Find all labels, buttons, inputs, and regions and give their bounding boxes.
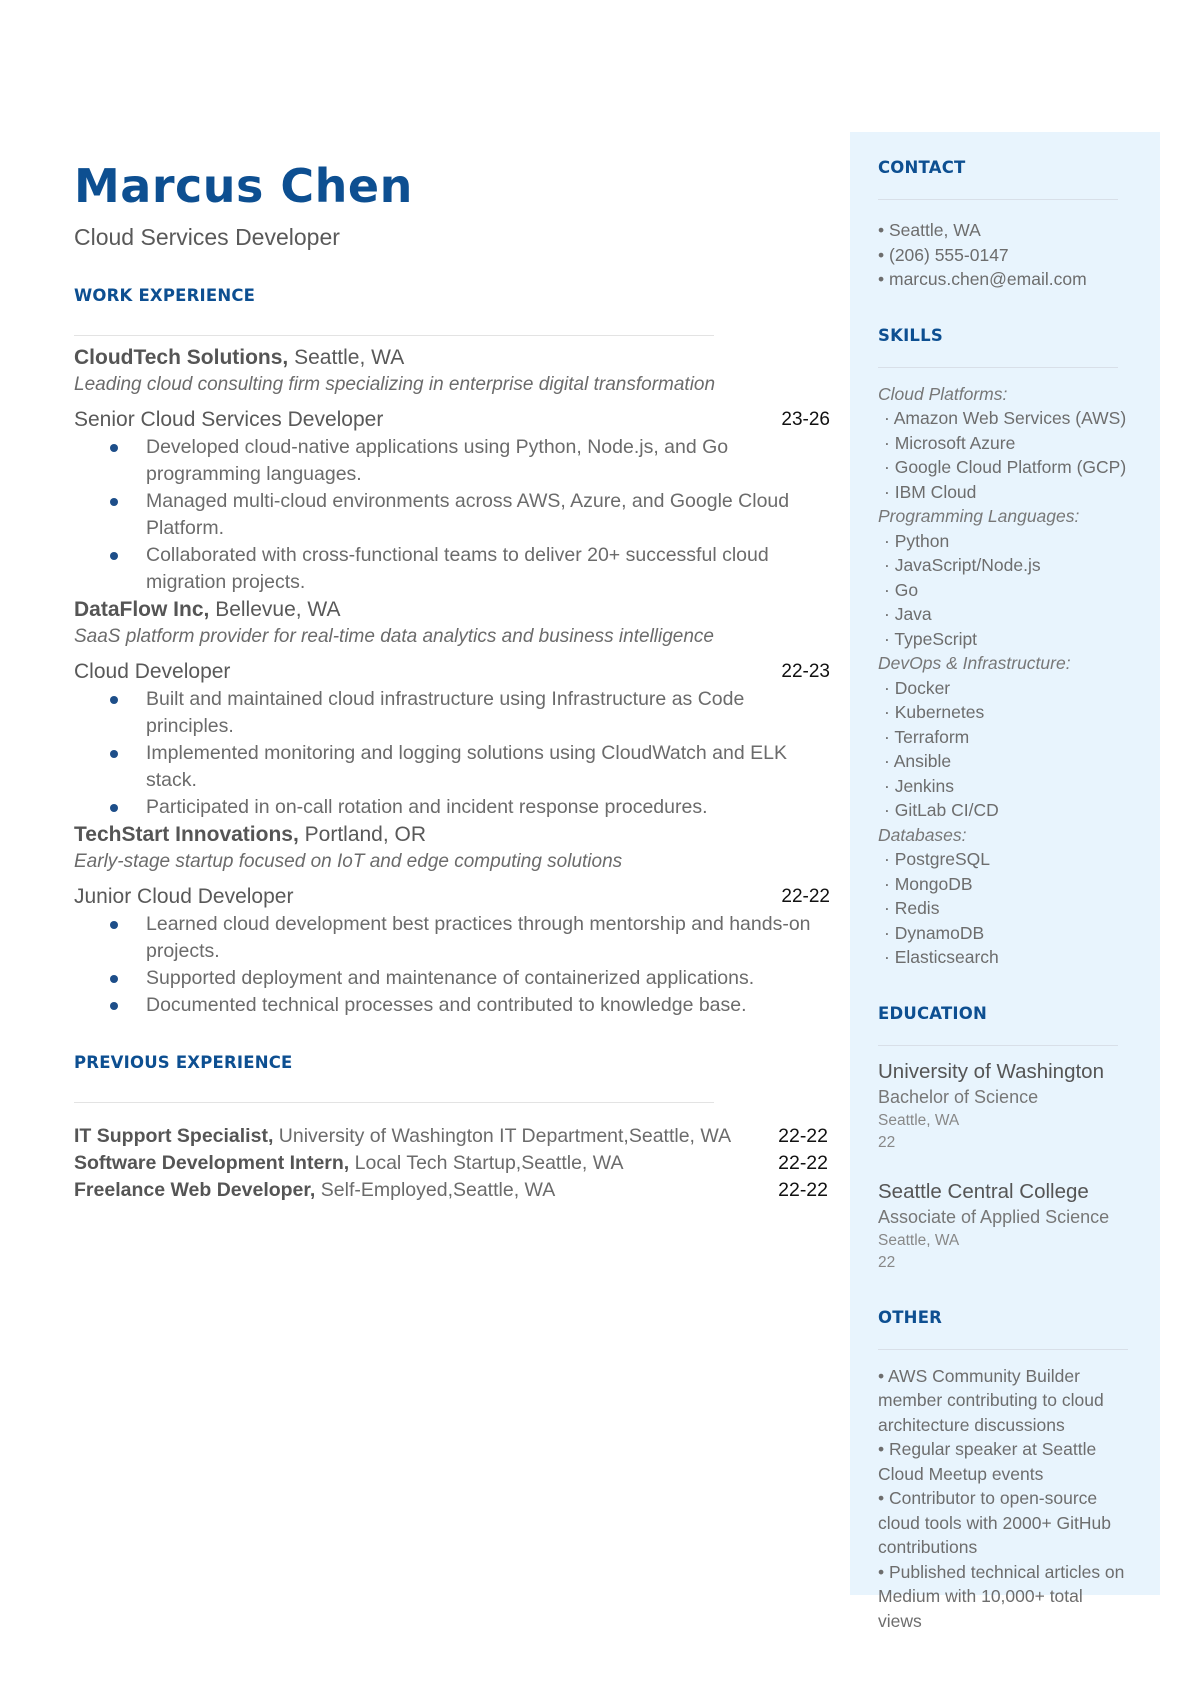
divider [878,199,1118,200]
achievement-item: Managed multi-cloud environments across AWS, Azure, and Google Cloud Platform. [146,488,830,542]
contact-email[interactable]: • marcus.chen@email.com [878,269,1087,289]
bullet-icon: · [884,873,895,894]
skill-label: Elasticsearch [894,947,999,967]
school-name: University of Washington [878,1059,1104,1083]
company-line [74,344,830,372]
skill-label: DynamoDB [894,922,985,943]
achievement-item: Developed cloud-native applications using Python, Node.js, and Go programming languages. [146,434,830,488]
achievement-list [74,434,830,596]
job-entry [74,344,830,596]
skill-label: Go [894,579,919,600]
achievement-list [74,911,830,1019]
bullet-icon: · [884,849,895,869]
role-title: Cloud Developer [74,660,231,683]
previous-experience-heading: PREVIOUS EXPERIENCE [74,1053,293,1072]
bullet-icon: · [884,677,895,698]
bullet-icon: · [884,726,895,747]
skill-label: Redis [894,898,940,918]
bullet-icon: · [884,628,895,649]
skill-item [878,774,1138,799]
skills-list [878,382,1138,970]
achievement-item: Built and maintained cloud infrastructure using Infrastructure as Code principles. [146,686,830,740]
skill-item [878,602,1138,627]
company-location: Bellevue, WA [209,598,341,621]
school-name: Seattle Central College [878,1179,1089,1203]
skill-label: GitLab CI/CD [894,800,999,820]
role-row [74,658,830,686]
role-title: Senior Cloud Services Developer [74,408,384,431]
divider [878,1045,1118,1046]
skill-item [878,553,1138,578]
company-name: DataFlow Inc, [74,598,210,621]
role-dates: 23-26 [781,409,830,430]
skill-category: Databases: [878,824,967,845]
education-entry [878,1178,1138,1274]
job-entry [74,596,830,821]
skill-label: Python [894,530,950,551]
previous-job [74,1177,830,1204]
role-dates: 22-23 [781,661,830,682]
previous-role: Freelance Web Developer, [74,1179,316,1201]
bullet-icon: · [884,800,895,820]
school-location: Seattle, WA [878,1231,960,1249]
skill-item [878,455,1138,480]
other-item: • Regular speaker at Seattle Cloud Meetup events [878,1439,1097,1484]
education-heading: EDUCATION [878,1003,987,1023]
graduation-year: 22 [878,1133,896,1151]
skill-label: JavaScript/Node.js [894,555,1041,575]
bullet-icon: · [884,702,895,722]
skill-label: Docker [894,677,951,698]
skill-item [878,431,1138,456]
previous-role: IT Support Specialist, [74,1125,274,1147]
company-name: CloudTech Solutions, [74,346,289,369]
job-title: Cloud Services Developer [74,224,340,250]
achievement-list [74,686,830,821]
previous-dates: 22-22 [778,1125,828,1147]
skill-label: Java [894,604,932,624]
skill-label: IBM Cloud [894,481,977,502]
skill-item [878,529,1138,554]
company-name: TechStart Innovations, [74,823,299,846]
skill-item [878,847,1138,872]
company-line [74,596,830,624]
contact-phone[interactable]: • (206) 555-0147 [878,244,1009,265]
company-description: Leading cloud consulting firm specializing in enterprise digital transformation [74,374,716,395]
degree: Associate of Applied Science [878,1206,1110,1227]
achievement-item: Documented technical processes and contributed to knowledge base. [146,992,830,1019]
skill-label: Jenkins [894,775,955,796]
skill-item [878,872,1138,897]
bullet-icon: · [884,457,895,477]
job-entry [74,821,830,1019]
skill-category: Programming Languages: [878,506,1080,526]
skill-label: Terraform [894,726,970,747]
skill-item [878,676,1138,701]
candidate-name: Marcus Chen [74,159,413,213]
divider [74,335,714,336]
bullet-icon: · [884,604,895,624]
bullet-icon: · [884,530,895,551]
education-entry [878,1058,1138,1154]
company-location: Seattle, WA [288,346,405,369]
skill-item [878,406,1138,431]
school-location: Seattle, WA [878,1111,960,1129]
role-dates: 22-22 [781,886,830,907]
skill-item [878,749,1138,774]
company-location: Portland, OR [298,823,427,846]
previous-place: Self-Employed,Seattle, WA [315,1179,556,1201]
skill-label: Microsoft Azure [894,432,1016,453]
previous-place: Local Tech Startup,Seattle, WA [349,1152,624,1174]
skill-label: Kubernetes [894,702,985,722]
achievement-item: Implemented monitoring and logging solutions using CloudWatch and ELK stack. [146,740,830,794]
other-item: • Published technical articles on Medium with 10,000+ total views [878,1561,1125,1631]
achievement-item: Participated in on-call rotation and incident response procedures. [146,794,830,821]
previous-dates: 22-22 [778,1152,828,1174]
graduation-year: 22 [878,1253,896,1271]
bullet-icon: · [884,432,895,453]
skill-item [878,700,1138,725]
other-item: • AWS Community Builder member contributing to cloud architecture discussions [878,1365,1104,1435]
skill-label: Ansible [893,751,952,771]
divider [878,1349,1128,1350]
previous-job [74,1123,830,1150]
divider [878,367,1118,368]
previous-dates: 22-22 [778,1179,828,1201]
bullet-icon: · [884,922,895,943]
bullet-icon: · [884,481,895,502]
company-line [74,821,830,849]
bullet-icon: · [884,898,895,918]
skills-heading: SKILLS [878,325,943,345]
skill-item [878,480,1138,505]
role-row [74,883,830,911]
skill-category: DevOps & Infrastructure: [878,653,1071,673]
skill-label: Google Cloud Platform (GCP) [894,457,1127,477]
contact-list [878,218,1138,292]
bullet-icon: · [884,579,895,600]
skill-label: TypeScript [894,628,978,649]
achievement-item: Supported deployment and maintenance of containerized applications. [146,965,830,992]
bullet-icon: · [884,947,895,967]
degree: Bachelor of Science [878,1086,1039,1107]
skill-item [878,945,1138,970]
bullet-icon: · [884,751,894,771]
skill-item [878,578,1138,603]
company-description: SaaS platform provider for real-time data analytics and business intelligence [74,626,714,647]
skill-category: Cloud Platforms: [878,383,1008,404]
divider [74,1102,714,1103]
sidebar [878,158,1138,1633]
contact-heading: CONTACT [878,158,966,177]
other-item: • Contributor to open-source cloud tools with 2000+ GitHub contributions [878,1488,1111,1557]
skill-item [878,627,1138,652]
skill-item [878,725,1138,750]
achievement-item: Learned cloud development best practices through mentorship and hands-on projects. [146,911,830,965]
skill-label: MongoDB [894,873,973,894]
skill-item [878,921,1138,946]
previous-job [74,1150,830,1177]
bullet-icon: · [884,555,895,575]
main-column [74,158,830,1204]
skill-item [878,896,1138,921]
work-experience-heading: WORK EXPERIENCE [74,286,256,305]
skill-item [878,798,1138,823]
bullet-icon: · [884,775,895,796]
achievement-item: Collaborated with cross-functional teams to deliver 20+ successful cloud migration projects. [146,542,830,596]
previous-place: University of Washington IT Department,Seattle, WA [273,1125,732,1147]
skill-label: Amazon Web Services (AWS) [893,408,1127,428]
contact-location: • Seattle, WA [878,220,981,240]
previous-role: Software Development Intern, [74,1152,350,1174]
company-description: Early-stage startup focused on IoT and edge computing solutions [74,851,623,872]
bullet-icon: · [884,408,894,428]
role-title: Junior Cloud Developer [74,885,294,908]
skill-label: PostgreSQL [894,849,991,869]
other-list [878,1364,1138,1634]
role-row [74,406,830,434]
other-heading: OTHER [878,1307,943,1327]
